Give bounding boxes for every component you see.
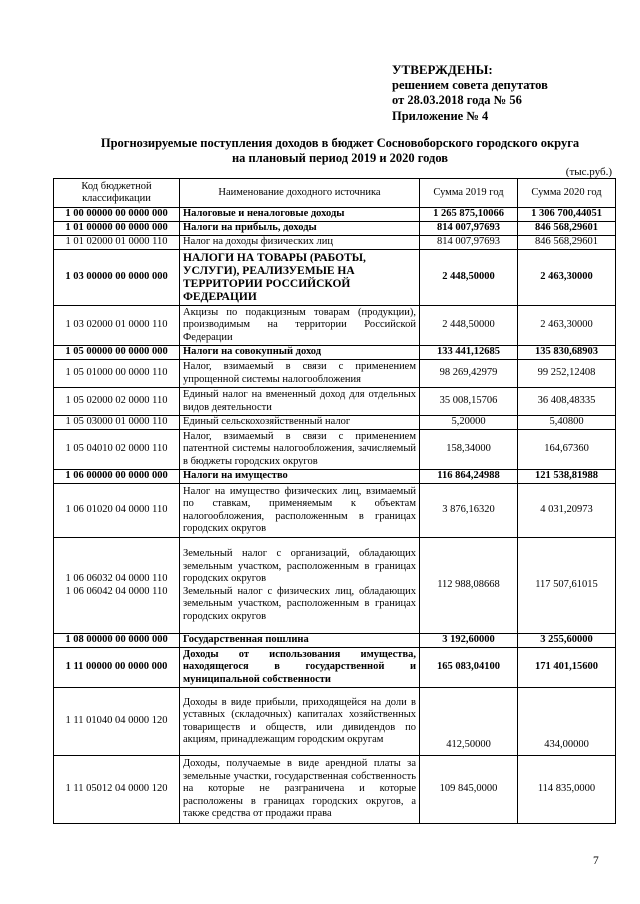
row-sum-2019: 2 448,50000 <box>420 250 518 306</box>
row-sum-2020: 135 830,68903 <box>518 346 616 360</box>
document-title-line-2: на плановый период 2019 и 2020 годов <box>231 151 449 165</box>
row-name: Налоговые и неналоговые доходы <box>180 208 420 222</box>
row-code: 1 03 00000 00 0000 000 <box>54 250 180 306</box>
row-code: 1 06 01020 04 0000 110 <box>54 484 180 538</box>
approval-block <box>392 62 548 124</box>
row-code: 1 08 00000 00 0000 000 <box>54 634 180 648</box>
row-sum-2019: 814 007,97693 <box>420 236 518 250</box>
row-sum-2020: 5,40800 <box>518 416 616 430</box>
row-sum-2020: 121 538,81988 <box>518 470 616 484</box>
table-row <box>54 538 616 634</box>
row-sum-2020: 2 463,30000 <box>518 250 616 306</box>
row-name-part: Земельный налог с физических лиц, обладающих земельным участком, расположенным в границах городских округов <box>183 585 416 622</box>
row-code <box>54 538 180 634</box>
row-code: 1 11 00000 00 0000 000 <box>54 648 180 688</box>
row-code: 1 06 00000 00 0000 000 <box>54 470 180 484</box>
header-sum-2020: Сумма 2020 год <box>518 179 616 208</box>
table-row <box>54 688 616 756</box>
table-row <box>54 430 616 470</box>
row-name: Налог на доходы физических лиц <box>180 236 420 250</box>
document-title <box>60 136 620 166</box>
row-name: Доходы, получаемые в виде арендной платы за земельные участки, государственная собственность на которые не разграничена и которые расположены в границах городских округов, а также средства от продажи права <box>180 756 420 824</box>
table-row <box>54 634 616 648</box>
row-sum-2020: 117 507,61015 <box>518 538 616 634</box>
header-code: Код бюджетной классификации <box>54 179 180 208</box>
row-sum-2019: 412,50000 <box>420 688 518 756</box>
table-row <box>54 416 616 430</box>
row-name: НАЛОГИ НА ТОВАРЫ (РАБОТЫ, УСЛУГИ), РЕАЛИЗУЕМЫЕ НА ТЕРРИТОРИИ РОССИЙСКОЙ ФЕДЕРАЦИИ <box>180 250 420 306</box>
row-sum-2020: 171 401,15600 <box>518 648 616 688</box>
revenue-table <box>53 178 616 824</box>
row-sum-2020: 99 252,12408 <box>518 360 616 388</box>
row-code: 1 05 00000 00 0000 000 <box>54 346 180 360</box>
table-header-row <box>54 179 616 208</box>
row-sum-2019: 158,34000 <box>420 430 518 470</box>
table-row <box>54 484 616 538</box>
row-code: 1 11 05012 04 0000 120 <box>54 756 180 824</box>
row-name: Доходы в виде прибыли, приходящейся на доли в уставных (складочных) капиталах хозяйственных товариществ и обществ, или дивидендов по акциям, принадлежащим городским округам <box>180 688 420 756</box>
row-sum-2019: 814 007,97693 <box>420 222 518 236</box>
row-code: 1 11 01040 04 0000 120 <box>54 688 180 756</box>
row-name: Налоги на имущество <box>180 470 420 484</box>
document-title-line-1: Прогнозируемые поступления доходов в бюджет Сосновоборского городского округа <box>100 136 580 150</box>
row-sum-2019: 35 008,15706 <box>420 388 518 416</box>
approval-title: УТВЕРЖДЕНЫ: <box>392 62 493 77</box>
approval-line-appendix: Приложение № 4 <box>392 108 489 123</box>
row-code-line: 1 06 06042 04 0000 110 <box>65 585 168 597</box>
table-row <box>54 756 616 824</box>
row-name: Единый сельскохозяйственный налог <box>180 416 420 430</box>
table-row <box>54 360 616 388</box>
approval-line-date: от 28.03.2018 года № 56 <box>392 93 522 107</box>
row-name: Налоги на совокупный доход <box>180 346 420 360</box>
row-sum-2020: 2 463,30000 <box>518 306 616 346</box>
row-sum-2020: 846 568,29601 <box>518 222 616 236</box>
row-code: 1 00 00000 00 0000 000 <box>54 208 180 222</box>
row-code: 1 05 02000 02 0000 110 <box>54 388 180 416</box>
page-number: 7 <box>593 855 599 867</box>
row-code: 1 01 00000 00 0000 000 <box>54 222 180 236</box>
row-name <box>180 538 420 634</box>
row-sum-2019: 2 448,50000 <box>420 306 518 346</box>
row-code: 1 01 02000 01 0000 110 <box>54 236 180 250</box>
row-code: 1 03 02000 01 0000 110 <box>54 306 180 346</box>
header-name: Наименование доходного источника <box>180 179 420 208</box>
row-name: Налоги на прибыль, доходы <box>180 222 420 236</box>
table-row <box>54 346 616 360</box>
table-row <box>54 648 616 688</box>
row-sum-2019: 133 441,12685 <box>420 346 518 360</box>
row-sum-2019: 165 083,04100 <box>420 648 518 688</box>
row-sum-2020: 36 408,48335 <box>518 388 616 416</box>
row-name: Доходы от использования имущества, находящегося в государственной и муниципальной собственности <box>180 648 420 688</box>
row-code: 1 05 03000 01 0000 110 <box>54 416 180 430</box>
row-sum-2019: 3 876,16320 <box>420 484 518 538</box>
row-name: Налог, взимаемый в связи с применением упрощенной системы налогообложения <box>180 360 420 388</box>
approval-line-decision: решением совета депутатов <box>392 77 548 92</box>
row-name: Налог на имущество физических лиц, взимаемый по ставкам, применяемым к объектам налогообложения, расположенным в границах городских округов <box>180 484 420 538</box>
row-code: 1 05 01000 00 0000 110 <box>54 360 180 388</box>
table-row <box>54 250 616 306</box>
table-row <box>54 236 616 250</box>
row-sum-2020: 3 255,60000 <box>518 634 616 648</box>
table-row <box>54 470 616 484</box>
row-sum-2020: 4 031,20973 <box>518 484 616 538</box>
row-name: Государственная пошлина <box>180 634 420 648</box>
table-row <box>54 306 616 346</box>
row-code-line: 1 06 06032 04 0000 110 <box>65 573 168 584</box>
unit-label: (тыс.руб.) <box>565 166 612 178</box>
row-name-part: Земельный налог с организаций, обладающих земельным участком, расположенным в границах городских округов <box>183 548 416 584</box>
header-sum-2019: Сумма 2019 год <box>420 179 518 208</box>
row-sum-2019: 1 265 875,10066 <box>420 208 518 222</box>
row-sum-2020: 164,67360 <box>518 430 616 470</box>
row-sum-2019: 98 269,42979 <box>420 360 518 388</box>
row-sum-2020: 434,00000 <box>518 688 616 756</box>
row-name: Акцизы по подакцизным товарам (продукции), производимым на территории Российской Федерации <box>180 306 420 346</box>
table-row <box>54 388 616 416</box>
row-sum-2019: 112 988,08668 <box>420 538 518 634</box>
row-name: Единый налог на вмененный доход для отдельных видов деятельности <box>180 388 420 416</box>
row-sum-2020: 114 835,0000 <box>518 756 616 824</box>
row-sum-2019: 116 864,24988 <box>420 470 518 484</box>
row-name: Налог, взимаемый в связи с применением патентной системы налогообложения, зачисляемый в бюджеты городских округов <box>180 430 420 470</box>
row-sum-2019: 5,20000 <box>420 416 518 430</box>
table-row <box>54 208 616 222</box>
row-sum-2020: 1 306 700,44051 <box>518 208 616 222</box>
row-code: 1 05 04010 02 0000 110 <box>54 430 180 470</box>
row-sum-2019: 3 192,60000 <box>420 634 518 648</box>
row-sum-2020: 846 568,29601 <box>518 236 616 250</box>
row-sum-2019: 109 845,0000 <box>420 756 518 824</box>
table-row <box>54 222 616 236</box>
